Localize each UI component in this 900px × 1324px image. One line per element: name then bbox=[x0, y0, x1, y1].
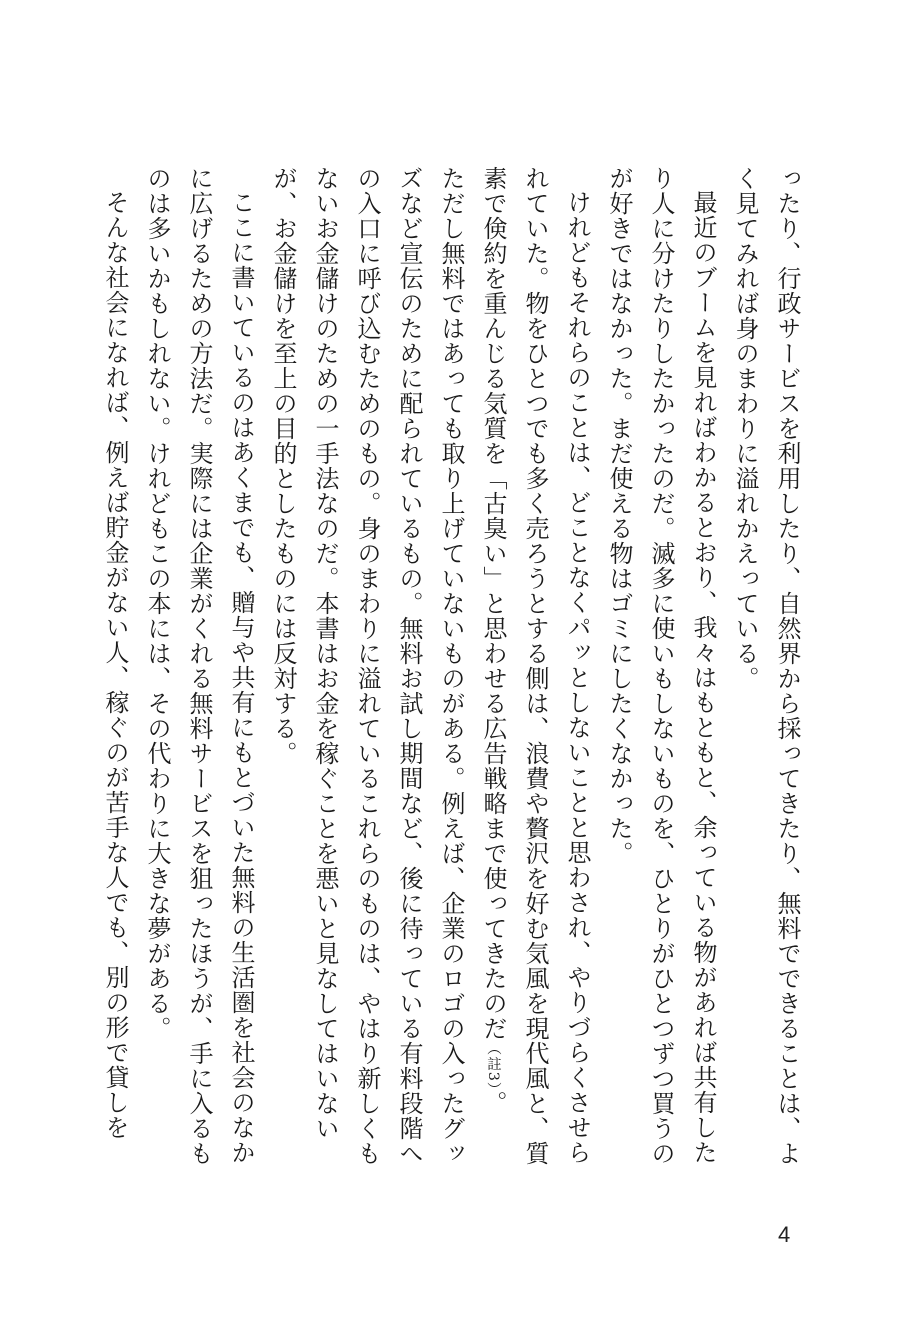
paragraph-3-end: 。 bbox=[479, 1090, 507, 1116]
paragraph-6: そんな社会になれば、例えば貯金がない人、稼ぐのが苦手な人でも、別の形で貸しを bbox=[101, 190, 129, 1140]
page-number: 4 bbox=[778, 1222, 791, 1247]
paragraph-2: 最近のブームを見ればわかるとおり、我々はもともと、余っている物があれば共有したり人に分けたりしたかったのだ。滅多に使いもしないものを、ひとりがひとつずつ買うのが好きではなかった。まだ使える物はゴミにしたくなかった。 bbox=[605, 166, 717, 1166]
paragraph-5: ここに書いているのはあくまでも、贈与や共有にもとづいた無料の生活圏を社会のなかに広げるための方法だ。実際には企業がくれる無料サービスを狙ったほうが、手に入るものは多いかもしれない。けれどもこの本には、その代わりに大きな夢がある。 bbox=[143, 166, 255, 1166]
paragraph-3 bbox=[472, 166, 598, 1166]
paragraph-3-text: けれどもそれらのことは、どことなくパッとしないことと思わされ、やりづらくさせられていた。物をひとつでも多く売ろうとする側は、浪費や贅沢を好む気風を現代風と、質素で倹約を重んじる気質を「古臭い」と思わせる広告戦略まで使ってきたのだ bbox=[479, 166, 591, 1166]
paragraph-1: ったり、行政サービスを利用したり、自然界から採ってきたり、無料でできることは、よく見てみれば身のまわりに溢れかえっている。 bbox=[731, 166, 801, 1166]
paragraph-4: ただし無料ではあっても取り上げていないものがある。例えば、企業のロゴの入ったグッズなど宣伝のために配られているもの。無料お試し期間など、後に待っている有料段階への入口に呼び込むためのもの。身のまわりに溢れているこれらのものは、やはり新しくもないお金儲けのための一手法なのだ。本書はお金を稼ぐことを悪いと見なしてはいないが、お金儲けを至上の目的としたものには反対する。 bbox=[269, 166, 465, 1166]
body-text bbox=[78, 166, 808, 1166]
footnote-reference: （註3） bbox=[485, 1041, 501, 1091]
